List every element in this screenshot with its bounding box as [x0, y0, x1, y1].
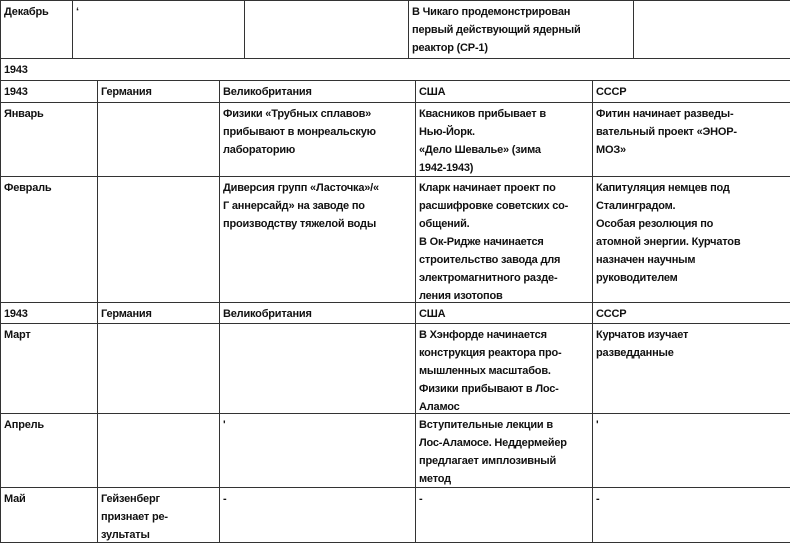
- month-cell: Март: [0, 323, 98, 414]
- column-header: Германия: [97, 80, 220, 103]
- table-cell: ': [219, 413, 416, 488]
- table-cell: [97, 102, 220, 177]
- table-cell: Курчатов изучает разведданные: [592, 323, 790, 414]
- column-header: СССР: [592, 302, 790, 324]
- column-header: СССР: [592, 80, 790, 103]
- table-cell: [97, 413, 220, 488]
- month-cell: Апрель: [0, 413, 98, 488]
- table-cell: ‘: [72, 0, 245, 59]
- month-cell: 1943: [0, 302, 98, 324]
- month-cell: 1943: [0, 58, 790, 81]
- table-row: [0, 413, 789, 488]
- table-cell: Физики «Трубных сплавов» прибывают в монреальскую лабораторию: [219, 102, 416, 177]
- year-row: [0, 58, 789, 81]
- table-cell: [97, 323, 220, 414]
- table-row: [0, 323, 789, 414]
- table-header-row: [0, 80, 789, 103]
- month-cell: Май: [0, 487, 98, 543]
- month-cell: Январь: [0, 102, 98, 177]
- month-cell: Февраль: [0, 176, 98, 303]
- table-cell: Вступительные лекции в Лос-Аламосе. Неддермейер предлагает имплозивный метод: [415, 413, 593, 488]
- table-header-row: [0, 302, 789, 324]
- table-row: [0, 0, 789, 59]
- month-cell: 1943: [0, 80, 98, 103]
- table-cell: [219, 323, 416, 414]
- table-cell: Квасников прибывает в Нью-Йорк. «Дело Шевалье» (зима 1942-1943): [415, 102, 593, 177]
- table-cell: [97, 176, 220, 303]
- column-header: Великобритания: [219, 302, 416, 324]
- table-cell: Фитин начинает разведы- вательный проект «ЭНОР- МОЗ»: [592, 102, 790, 177]
- month-cell: Декабрь: [0, 0, 73, 59]
- column-header: США: [415, 302, 593, 324]
- table-cell: Капитуляция немцев под Сталинградом. Особая резолюция по атомной энергии. Курчатов назначен научным руководителем: [592, 176, 790, 303]
- column-header: Великобритания: [219, 80, 416, 103]
- table-row: [0, 102, 789, 177]
- column-header: США: [415, 80, 593, 103]
- column-header: Германия: [97, 302, 220, 324]
- table-cell: Диверсия групп «Ласточка»/« Г аннерсайд» на заводе по производству тяжелой воды: [219, 176, 416, 303]
- table-row: [0, 176, 789, 303]
- table-cell: [633, 0, 790, 59]
- table-cell: -: [592, 487, 790, 543]
- table-cell: Кларк начинает проект по расшифровке советских со- общений. В Ок-Ридже начинается строительство завода для электромагнитного разде- ления изотопов: [415, 176, 593, 303]
- table-cell: -: [415, 487, 593, 543]
- table-cell: Гейзенберг признает ре- зультаты: [97, 487, 220, 543]
- table-cell: [244, 0, 409, 59]
- table-cell: В Хэнфорде начинается конструкция реактора про- мышленных масштабов. Физики прибывают в Лос- Аламос: [415, 323, 593, 414]
- table-cell: -: [219, 487, 416, 543]
- table-cell: ': [592, 413, 790, 488]
- table-cell: В Чикаго продемонстрирован первый действующий ядерный реактор (СР-1): [408, 0, 634, 59]
- table-row: [0, 487, 789, 543]
